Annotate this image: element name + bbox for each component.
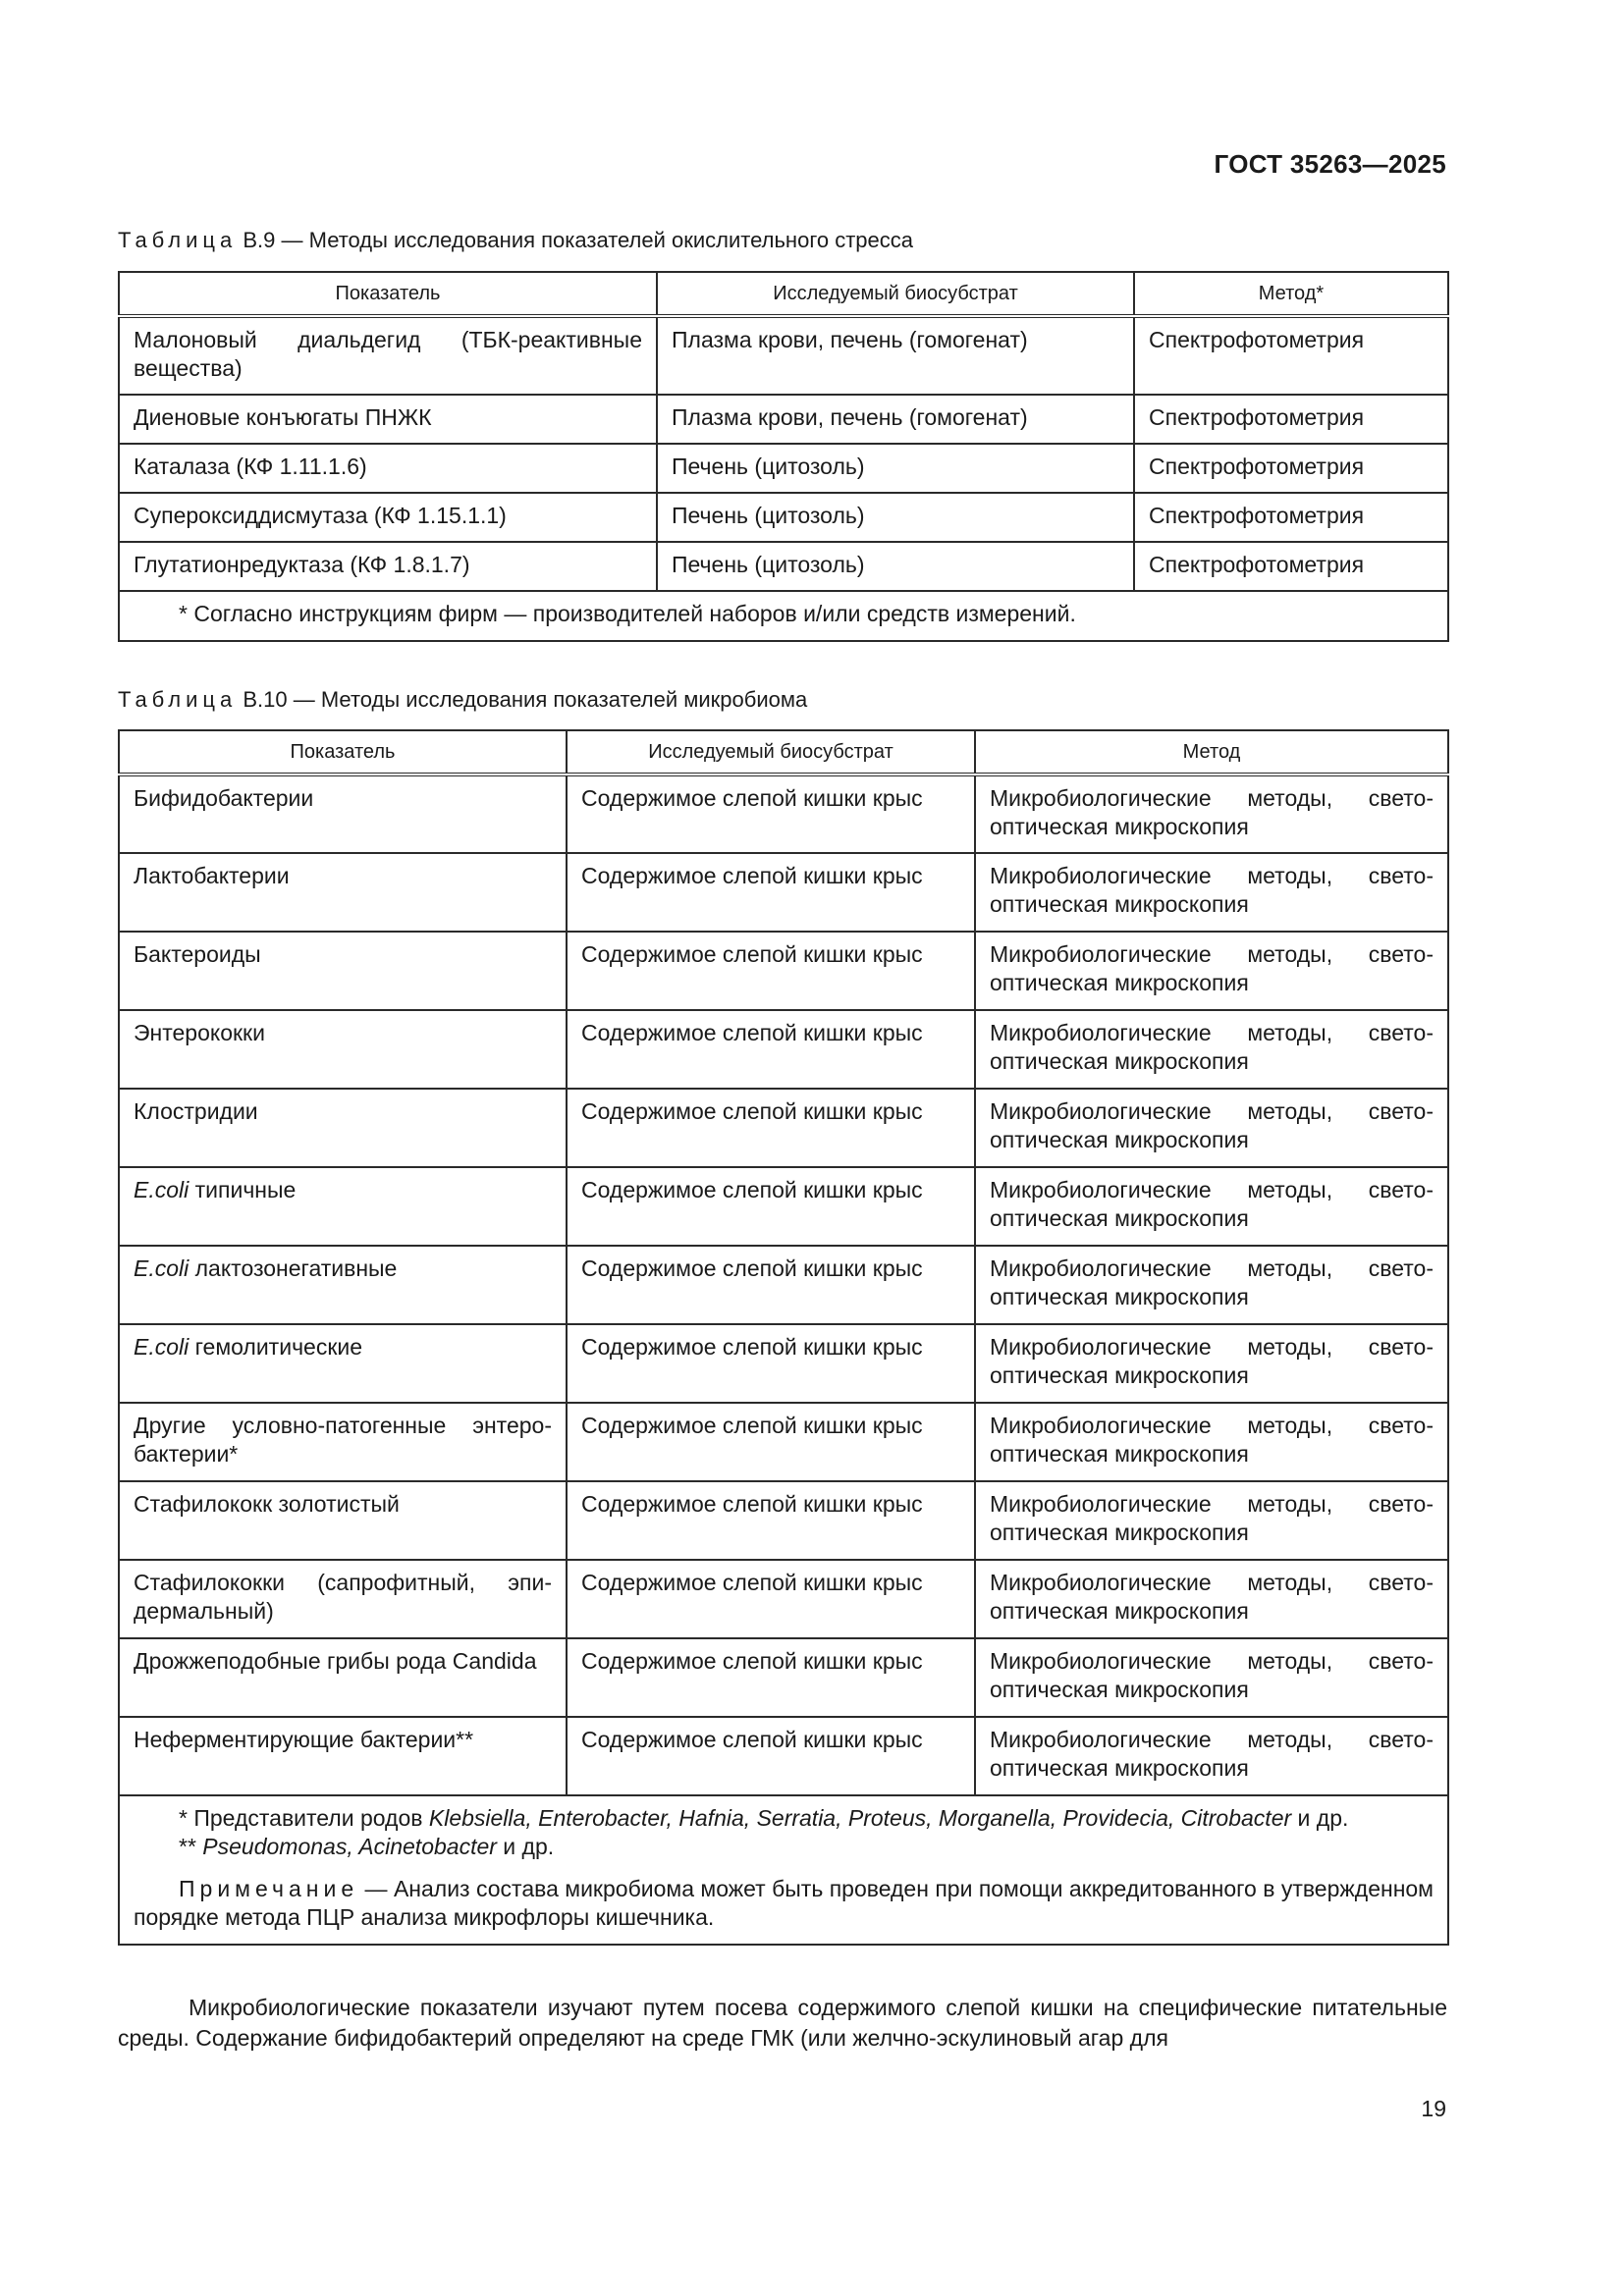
footnote-2 bbox=[134, 1833, 1434, 1861]
footnote-2-prefix: ** bbox=[179, 1834, 203, 1859]
table-row bbox=[119, 853, 1448, 932]
table-row bbox=[119, 1638, 1448, 1717]
table-cell: Спектрофотометрия bbox=[1134, 444, 1448, 493]
table-b10-col-substrate: Исследуемый биосубстрат bbox=[567, 730, 975, 774]
table-b9-caption-text: В.9 — Методы исследования показателей окислительного стресса bbox=[237, 228, 913, 252]
indicator-text: Бифидобактерии bbox=[134, 785, 314, 811]
method-line-1: Микробиологические методы, свето- bbox=[990, 863, 1434, 888]
table-row bbox=[119, 493, 1448, 542]
table-cell-indicator bbox=[119, 1089, 567, 1167]
method-line-2: оптическая микроскопия bbox=[990, 814, 1249, 839]
table-b9-footnote-row bbox=[119, 591, 1448, 641]
table-cell-method bbox=[975, 1717, 1448, 1795]
table-note bbox=[134, 1875, 1434, 1932]
table-cell-substrate: Содержимое слепой кишки крыс bbox=[567, 1717, 975, 1795]
table-cell: Печень (цитозоль) bbox=[657, 493, 1134, 542]
method-line-2: оптическая микроскопия bbox=[990, 1755, 1249, 1781]
table-cell-method bbox=[975, 932, 1448, 1010]
footnote-1 bbox=[134, 1804, 1434, 1833]
table-row bbox=[119, 1560, 1448, 1638]
table-cell: Супероксиддисмутаза (КФ 1.15.1.1) bbox=[119, 493, 657, 542]
footnote-1-genera: Klebsiella, Enterobacter, Hafnia, Serratia, Proteus, Morganella, Providecia, Citrobacter bbox=[428, 1805, 1292, 1831]
table-row bbox=[119, 1010, 1448, 1089]
table-row bbox=[119, 1403, 1448, 1481]
method-line-2: оптическая микроскопия bbox=[990, 1677, 1249, 1702]
table-b10 bbox=[118, 729, 1449, 1946]
table-cell: Спектрофотометрия bbox=[1134, 493, 1448, 542]
table-b9-caption-prefix: Таблица bbox=[118, 228, 238, 252]
table-cell-indicator bbox=[119, 1638, 567, 1717]
method-line-2: оптическая микроскопия bbox=[990, 1205, 1249, 1231]
table-b9-col-indicator: Показатель bbox=[119, 272, 657, 316]
table-row bbox=[119, 395, 1448, 444]
table-cell: Плазма крови, печень (гомогенат) bbox=[657, 395, 1134, 444]
indicator-text: Клостридии bbox=[134, 1098, 258, 1124]
table-row bbox=[119, 1089, 1448, 1167]
table-cell-indicator bbox=[119, 1717, 567, 1795]
table-cell: Печень (цитозоль) bbox=[657, 542, 1134, 591]
page-number: 19 bbox=[1421, 2096, 1446, 2121]
table-row bbox=[119, 542, 1448, 591]
method-line-1: Микробиологические методы, свето- bbox=[990, 1255, 1434, 1281]
table-cell: Печень (цитозоль) bbox=[657, 444, 1134, 493]
table-b9-col-substrate: Исследуемый биосубстрат bbox=[657, 272, 1134, 316]
table-cell-indicator bbox=[119, 932, 567, 1010]
table-row bbox=[119, 774, 1448, 853]
table-cell-indicator bbox=[119, 1324, 567, 1403]
standard-header: ГОСТ 35263—2025 bbox=[1214, 149, 1446, 179]
organism-name: E.coli bbox=[134, 1334, 189, 1360]
table-cell: Спектрофотометрия bbox=[1134, 316, 1448, 395]
table-cell-substrate: Содержимое слепой кишки крыс bbox=[567, 1481, 975, 1560]
indicator-text: Другие условно-патогенные энтеро-бактерии* bbox=[134, 1413, 552, 1467]
footnote-2-suffix: и др. bbox=[496, 1834, 555, 1859]
indicator-text: гемолитические bbox=[189, 1334, 363, 1360]
indicator-text: Лактобактерии bbox=[134, 863, 290, 888]
note-text: — Анализ состава микробиома может быть проведен при помощи аккредитованного в утвержденном порядке метода ПЦР анализа микрофлоры кишечника. bbox=[134, 1876, 1434, 1930]
table-b10-caption bbox=[118, 687, 807, 713]
table-cell: Малоновый диальдегид (ТБК-реактивные вещества) bbox=[119, 316, 657, 395]
organism-name: E.coli bbox=[134, 1255, 189, 1281]
indicator-text: лактозонегативные bbox=[189, 1255, 398, 1281]
method-line-1: Микробиологические методы, свето- bbox=[990, 1098, 1434, 1124]
table-row bbox=[119, 316, 1448, 395]
table-cell-method bbox=[975, 1481, 1448, 1560]
organism-name: E.coli bbox=[134, 1177, 189, 1202]
table-cell-indicator bbox=[119, 774, 567, 853]
table-row bbox=[119, 444, 1448, 493]
table-cell-method bbox=[975, 774, 1448, 853]
table-cell-method bbox=[975, 1167, 1448, 1246]
method-line-2: оптическая микроскопия bbox=[990, 1362, 1249, 1388]
method-line-2: оптическая микроскопия bbox=[990, 1441, 1249, 1467]
indicator-text: Неферментирующие бактерии** bbox=[134, 1727, 474, 1752]
method-line-2: оптическая микроскопия bbox=[990, 1284, 1249, 1309]
table-b9-col-method: Метод* bbox=[1134, 272, 1448, 316]
table-cell-method bbox=[975, 1638, 1448, 1717]
footnote-1-suffix: и др. bbox=[1291, 1805, 1349, 1831]
table-cell: Каталаза (КФ 1.11.1.6) bbox=[119, 444, 657, 493]
method-line-2: оптическая микроскопия bbox=[990, 1127, 1249, 1152]
method-line-1: Микробиологические методы, свето- bbox=[990, 1648, 1434, 1674]
method-line-1: Микробиологические методы, свето- bbox=[990, 1177, 1434, 1202]
method-line-2: оптическая микроскопия bbox=[990, 1048, 1249, 1074]
table-cell-method bbox=[975, 1324, 1448, 1403]
note-label: Примечание bbox=[179, 1876, 359, 1901]
table-cell-indicator bbox=[119, 1167, 567, 1246]
table-row bbox=[119, 1246, 1448, 1324]
table-b9-header-row bbox=[119, 272, 1448, 316]
table-cell-method bbox=[975, 1089, 1448, 1167]
indicator-text: Дрожжеподобные грибы рода Candida bbox=[134, 1648, 537, 1674]
table-cell-indicator bbox=[119, 1246, 567, 1324]
table-b10-col-indicator: Показатель bbox=[119, 730, 567, 774]
method-line-1: Микробиологические методы, свето- bbox=[990, 1727, 1434, 1752]
table-cell-substrate: Содержимое слепой кишки крыс bbox=[567, 1560, 975, 1638]
indicator-text: Стафилококки (сапрофитный, эпи-дермальный) bbox=[134, 1570, 552, 1624]
table-row bbox=[119, 932, 1448, 1010]
table-b10-caption-text: В.10 — Методы исследования показателей микробиома bbox=[237, 687, 808, 712]
method-line-1: Микробиологические методы, свето- bbox=[990, 1570, 1434, 1595]
table-cell: Диеновые конъюгаты ПНЖК bbox=[119, 395, 657, 444]
table-b9-footnote bbox=[119, 591, 1448, 641]
table-cell-method bbox=[975, 1246, 1448, 1324]
table-cell: Спектрофотометрия bbox=[1134, 542, 1448, 591]
table-b10-footnote-row bbox=[119, 1795, 1448, 1945]
indicator-text: Бактероиды bbox=[134, 941, 261, 967]
table-b9 bbox=[118, 271, 1449, 642]
table-cell-method bbox=[975, 1403, 1448, 1481]
method-line-1: Микробиологические методы, свето- bbox=[990, 785, 1434, 811]
indicator-text: типичные bbox=[189, 1177, 297, 1202]
table-cell-indicator bbox=[119, 1403, 567, 1481]
method-line-1: Микробиологические методы, свето- bbox=[990, 1020, 1434, 1045]
method-line-1: Микробиологические методы, свето- bbox=[990, 1334, 1434, 1360]
table-cell-substrate: Содержимое слепой кишки крыс bbox=[567, 932, 975, 1010]
table-row bbox=[119, 1324, 1448, 1403]
table-b10-header-row bbox=[119, 730, 1448, 774]
method-line-1: Микробиологические методы, свето- bbox=[990, 1491, 1434, 1517]
table-cell-substrate: Содержимое слепой кишки крыс bbox=[567, 1246, 975, 1324]
table-row bbox=[119, 1717, 1448, 1795]
footnote-2-genera: Pseudomonas, Acinetobacter bbox=[202, 1834, 497, 1859]
table-cell-substrate: Содержимое слепой кишки крыс bbox=[567, 1010, 975, 1089]
table-cell-method bbox=[975, 1560, 1448, 1638]
table-row bbox=[119, 1481, 1448, 1560]
table-cell-method bbox=[975, 1010, 1448, 1089]
method-line-2: оптическая микроскопия bbox=[990, 970, 1249, 995]
table-cell-substrate: Содержимое слепой кишки крыс bbox=[567, 1638, 975, 1717]
table-cell-indicator bbox=[119, 1010, 567, 1089]
table-cell-substrate: Содержимое слепой кишки крыс bbox=[567, 1167, 975, 1246]
footnote-text: * Согласно инструкциям фирм — производителей наборов и/или средств измерений. bbox=[179, 601, 1076, 626]
table-cell: Спектрофотометрия bbox=[1134, 395, 1448, 444]
footnote-1-prefix: * Представители родов bbox=[179, 1805, 429, 1831]
table-row bbox=[119, 1167, 1448, 1246]
table-b10-footnotes bbox=[119, 1795, 1448, 1945]
table-cell: Плазма крови, печень (гомогенат) bbox=[657, 316, 1134, 395]
indicator-text: Энтерококки bbox=[134, 1020, 265, 1045]
table-b10-caption-prefix: Таблица bbox=[118, 687, 238, 712]
table-cell-indicator bbox=[119, 1481, 567, 1560]
table-cell-substrate: Содержимое слепой кишки крыс bbox=[567, 1403, 975, 1481]
table-cell-method bbox=[975, 853, 1448, 932]
method-line-1: Микробиологические методы, свето- bbox=[990, 941, 1434, 967]
table-cell-substrate: Содержимое слепой кишки крыс bbox=[567, 853, 975, 932]
method-line-2: оптическая микроскопия bbox=[990, 891, 1249, 917]
method-line-2: оптическая микроскопия bbox=[990, 1598, 1249, 1624]
method-line-1: Микробиологические методы, свето- bbox=[990, 1413, 1434, 1438]
indicator-text: Стафилококк золотистый bbox=[134, 1491, 400, 1517]
table-b9-caption bbox=[118, 228, 913, 253]
table-cell-indicator bbox=[119, 1560, 567, 1638]
table-cell-substrate: Содержимое слепой кишки крыс bbox=[567, 1324, 975, 1403]
table-b10-col-method: Метод bbox=[975, 730, 1448, 774]
table-cell-substrate: Содержимое слепой кишки крыс bbox=[567, 774, 975, 853]
method-line-2: оптическая микроскопия bbox=[990, 1520, 1249, 1545]
body-paragraph: Микробиологические показатели изучают путем посева содержимого слепой кишки на специфические питательные среды. Содержание бифидобактерий определяют на среде ГМК (или желчно-эскулиновый агар для bbox=[118, 1995, 1447, 2051]
table-cell-indicator bbox=[119, 853, 567, 932]
table-cell: Глутатионредуктаза (КФ 1.8.1.7) bbox=[119, 542, 657, 591]
table-cell-substrate: Содержимое слепой кишки крыс bbox=[567, 1089, 975, 1167]
